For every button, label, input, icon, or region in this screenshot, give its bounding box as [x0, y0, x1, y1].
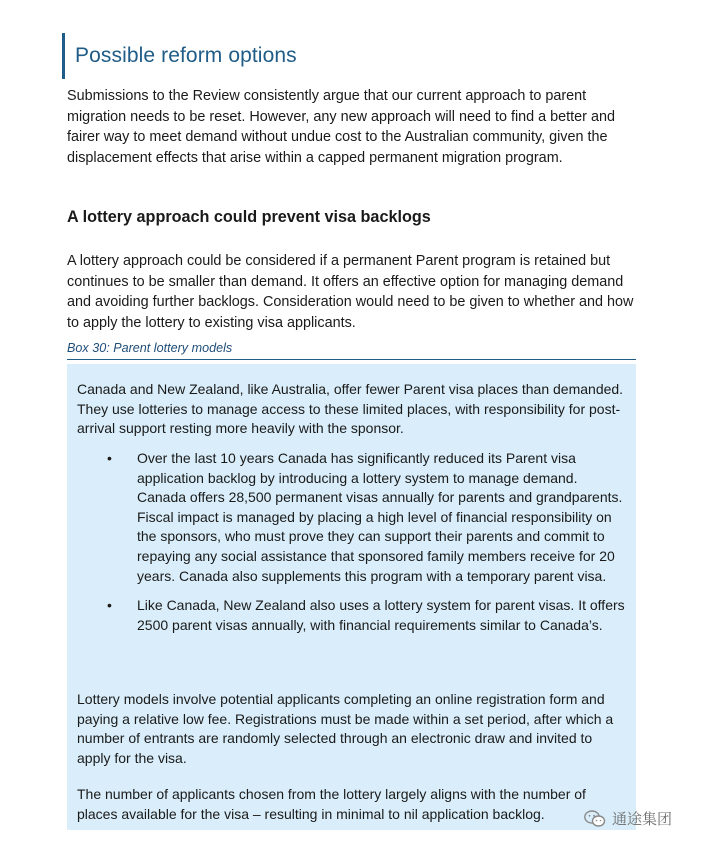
- section-heading: [62, 33, 297, 79]
- chosen-applicants-paragraph: The number of applicants chosen from the lottery largely aligns with the number of places available for the visa – resulting in minimal to nil application backlog.: [77, 786, 586, 822]
- wechat-icon: [584, 810, 606, 828]
- bullet-icon: •: [107, 597, 112, 614]
- box-intro-paragraph: Canada and New Zealand, like Australia, offer fewer Parent visa places than demanded. They use lotteries to manage access to these limited places, with responsibility for post-arrival support resting more heavily with the sponsor.: [77, 381, 624, 437]
- bullet-icon: •: [107, 450, 112, 466]
- page-title: Possible reform options: [75, 44, 297, 67]
- box-caption: Box 30: Parent lottery models: [67, 341, 636, 360]
- lottery-models-paragraph: Lottery models involve potential applicants completing an online registration form and paying a relative low fee. Registrations must be made within a set period, after which a number of entrants are randomly selected through an electronic draw and invited to apply for the visa.: [77, 691, 614, 766]
- bullet-canada-text: Over the last 10 years Canada has significantly reduced its Parent visa application backlog by introducing a lottery system to manage demand. Canada offers 28,500 permanent visas annually for parents and grandparents. Fiscal impact is managed by placing a high level of financial responsibility on the sponsors, who must prove they can support their parents and commit to repaying any social assistance that sponsored family members receive for 20 years. Canada also supplements this program with a temporary parent visa.: [137, 450, 623, 584]
- list-item: [77, 449, 627, 586]
- bullet-new-zealand-text: Like Canada, New Zealand also uses a lottery system for parent visas. It offers 2500 parent visas annually, with financial requirements similar to Canada’s.: [137, 597, 625, 633]
- watermark: [584, 808, 672, 829]
- parent-lottery-box: [67, 364, 636, 830]
- watermark-text: 通途集团: [612, 811, 673, 828]
- bullet-list: [77, 449, 627, 645]
- lottery-subheading: A lottery approach could prevent visa backlogs: [67, 208, 431, 226]
- intro-paragraph: Submissions to the Review consistently argue that our current approach to parent migration needs to be reset. However, any new approach will need to find a better and fairer way to meet demand without undue cost to the Australian community, given the displacement effects that arise within a capped permanent migration program.: [67, 88, 615, 166]
- list-item: [77, 596, 627, 635]
- lottery-paragraph: A lottery approach could be considered if a permanent Parent program is retained but continues to be smaller than demand. It offers an effective option for managing demand and avoiding further backlogs. Consideration would need to be given to whether and how to apply the lottery to existing visa applicants.: [67, 253, 634, 331]
